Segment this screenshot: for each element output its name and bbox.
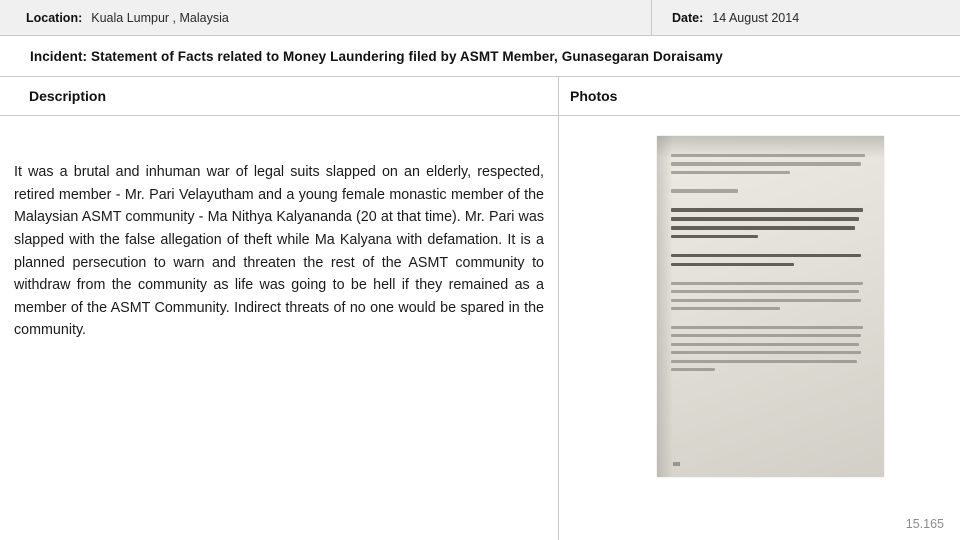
description-column-header: Description	[0, 77, 559, 115]
date-label: Date:	[672, 10, 704, 25]
meta-bar	[0, 0, 960, 36]
photo-text-lines	[671, 154, 869, 377]
location-label: Location:	[26, 10, 83, 25]
slide-number: 15.165	[905, 517, 944, 531]
photos-column-header: Photos	[570, 88, 618, 104]
description-column	[0, 116, 559, 540]
incident-row	[0, 36, 960, 77]
column-header-row	[0, 77, 960, 116]
description-body: It was a brutal and inhuman war of legal suits slapped on an elderly, respected, retired member - Mr. Pari Velayutham and a young female monastic member of the Malaysian ASMT community - Ma Nithya Kalyananda (20 at that time). Mr. Pari was slapped with the false allegation of theft while Ma Kalyana with defamation. It is a planned persecution to warn and threaten the rest of the ASMT community to withdraw from the community as life was going to be hell if they remained as a member of the ASMT Community. Indirect threats of no one would be spared in the community.	[14, 164, 544, 339]
location-value: Kuala Lumpur , Malaysia	[91, 10, 229, 25]
incident-title: Incident: Statement of Facts related to Money Laundering filed by ASMT Member, Gunasegaran Doraisamy	[30, 48, 723, 64]
photos-column	[559, 116, 960, 540]
location-cell	[0, 0, 652, 35]
date-value: 14 August 2014	[712, 10, 800, 25]
document-photo	[657, 136, 884, 477]
content-row	[0, 116, 960, 540]
date-cell	[652, 0, 960, 35]
photo-page-number	[673, 462, 680, 466]
